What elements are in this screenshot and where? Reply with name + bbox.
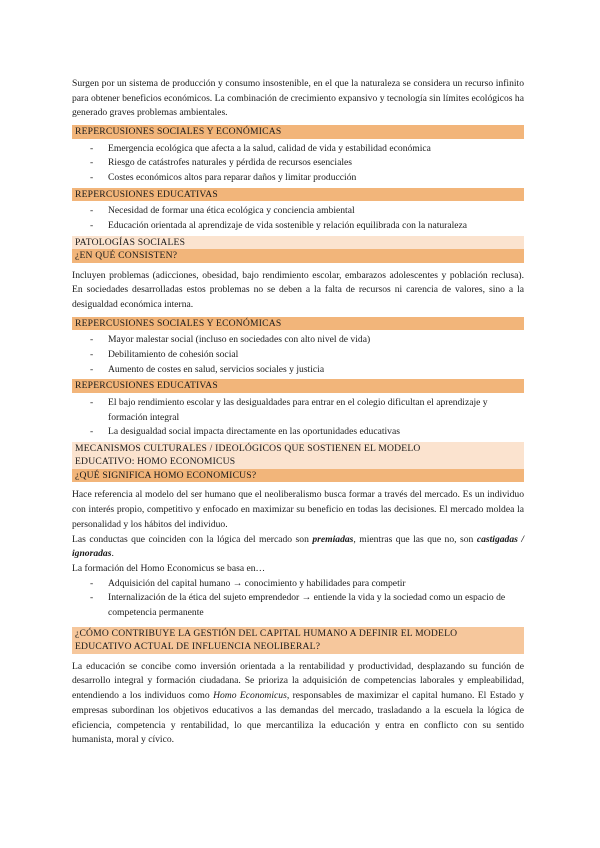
section-heading-social-economic-2: REPERCUSIONES SOCIALES Y ECONÓMICAS xyxy=(72,317,524,331)
list-social-economic xyxy=(72,142,524,186)
formacion-paragraph: La formación del Homo Economicus se basa en… xyxy=(72,562,266,574)
list-educational-2 xyxy=(72,396,524,440)
intro-paragraph: Surgen por un sistema de producción y consumo insostenible, en el que la naturaleza se considera un recurso infinito para obtener beneficios económicos. La combinación de crecimiento expansivo y tecnología sin límites ecológicos ha generado graves problemas ambientales. xyxy=(72,78,524,119)
section-heading-educational-2: REPERCUSIONES EDUCATIVAS xyxy=(72,379,524,393)
conductas-text-2: , mientras que las que no, son xyxy=(353,533,477,545)
castigadas-emphasis: castigadas / ignoradas xyxy=(72,533,525,560)
list-item: - Mayor malestar social (incluso en sociedades con alto nivel de vida) xyxy=(72,333,524,348)
conductas-text: Las conductas que coinciden con la lógica del mercado son xyxy=(72,533,313,545)
list-item: - Aumento de costes en salud, servicios sociales y justicia xyxy=(72,363,524,378)
list-item: - Debilitamiento de cohesión social xyxy=(72,348,524,363)
subheading-en-que-consisten: ¿EN QUÉ CONSISTEN? xyxy=(72,249,524,263)
capital-paragraph xyxy=(72,660,524,748)
premiadas-emphasis: premiadas xyxy=(312,533,354,545)
section-heading-patologias: PATOLOGÍAS SOCIALES xyxy=(72,236,524,250)
list-item: - La desigualdad social impacta directamente en las oportunidades educativas xyxy=(72,425,524,440)
section-heading-capital-line1: ¿CÓMO CONTRIBUYE LA GESTIÓN DEL CAPITAL HUMANO A DEFINIR EL MODELO xyxy=(72,627,524,641)
section-heading-social-economic: REPERCUSIONES SOCIALES Y ECONÓMICAS xyxy=(72,125,524,139)
capital-text-2: , responsables de maximizar el capital humano. El Estado y empresas subordinan los objetivos educativos a las demandas del mercado, trasladando a la escuela la lógica de eficiencia, competencia y rentabilidad, lo que mercantiliza la educación y entra en conflicto con su sentido humanista, moral y cívico. xyxy=(72,690,524,746)
list-item: - Emergencia ecológica que afecta a la salud, calidad de vida y estabilidad económica xyxy=(72,142,524,157)
homo-economicus-italic: Homo Economicus xyxy=(213,690,287,702)
list-educational xyxy=(72,204,524,233)
section-heading-mecanismos-line2: EDUCATIVO: HOMO ECONOMICUS xyxy=(72,455,524,469)
conductas-end: . xyxy=(111,548,114,560)
list-formacion xyxy=(72,577,524,621)
subheading-homo-economicus: ¿QUÉ SIGNIFICA HOMO ECONOMICUS? xyxy=(72,469,524,483)
list-item: - Educación orientada al aprendizaje de vida sostenible y relación equilibrada con la naturaleza xyxy=(72,219,524,234)
list-item: - Adquisición del capital humano → conocimiento y habilidades para competir xyxy=(72,577,524,592)
section-heading-mecanismos-line1: MECANISMOS CULTURALES / IDEOLÓGICOS QUE SOSTIENEN EL MODELO xyxy=(72,442,524,456)
list-item: - Necesidad de formar una ética ecológica y conciencia ambiental xyxy=(72,204,524,219)
section-heading-educational: REPERCUSIONES EDUCATIVAS xyxy=(72,188,524,202)
list-item: - El bajo rendimiento escolar y las desigualdades para entrar en el colegio dificultan el aprendizaje y formación integral xyxy=(72,396,524,425)
conductas-paragraph xyxy=(72,533,524,562)
list-item: - Internalización de la ética del sujeto emprendedor → entiende la vida y la sociedad como un espacio de competencia permanente xyxy=(72,591,524,620)
document-page xyxy=(72,77,524,748)
patologias-paragraph: Incluyen problemas (adicciones, obesidad, bajo rendimiento escolar, embarazos adolescentes y población reclusa). En sociedades desarrolladas estos problemas no se deben a la falta de recursos ni carencia de valores, sino a la desigualdad económica interna. xyxy=(72,269,524,311)
list-social-economic-2 xyxy=(72,333,524,377)
homo-economicus-paragraph: Hace referencia al modelo del ser humano que el neoliberalismo busca formar a través del mercado. Es un individuo con interés propio, competitivo y enfocado en maximizar su beneficio en todas las decisiones. El mercado moldea la personalidad y los hábitos del individuo. xyxy=(72,489,524,530)
section-heading-capital-line2: EDUCATIVO ACTUAL DE INFLUENCIA NEOLIBERAL? xyxy=(72,640,524,654)
capital-text: La educación se concibe como inversión orientada a la rentabilidad y productividad, desplazando su función de desarrollo integral y formación ciudadana. Se prioriza la adquisición de competencias laborales y empleabilidad, entendiendo a los individuos como xyxy=(72,660,524,702)
list-item: - Costes económicos altos para reparar daños y limitar producción xyxy=(72,171,524,186)
list-item: - Riesgo de catástrofes naturales y pérdida de recursos esenciales xyxy=(72,156,524,171)
